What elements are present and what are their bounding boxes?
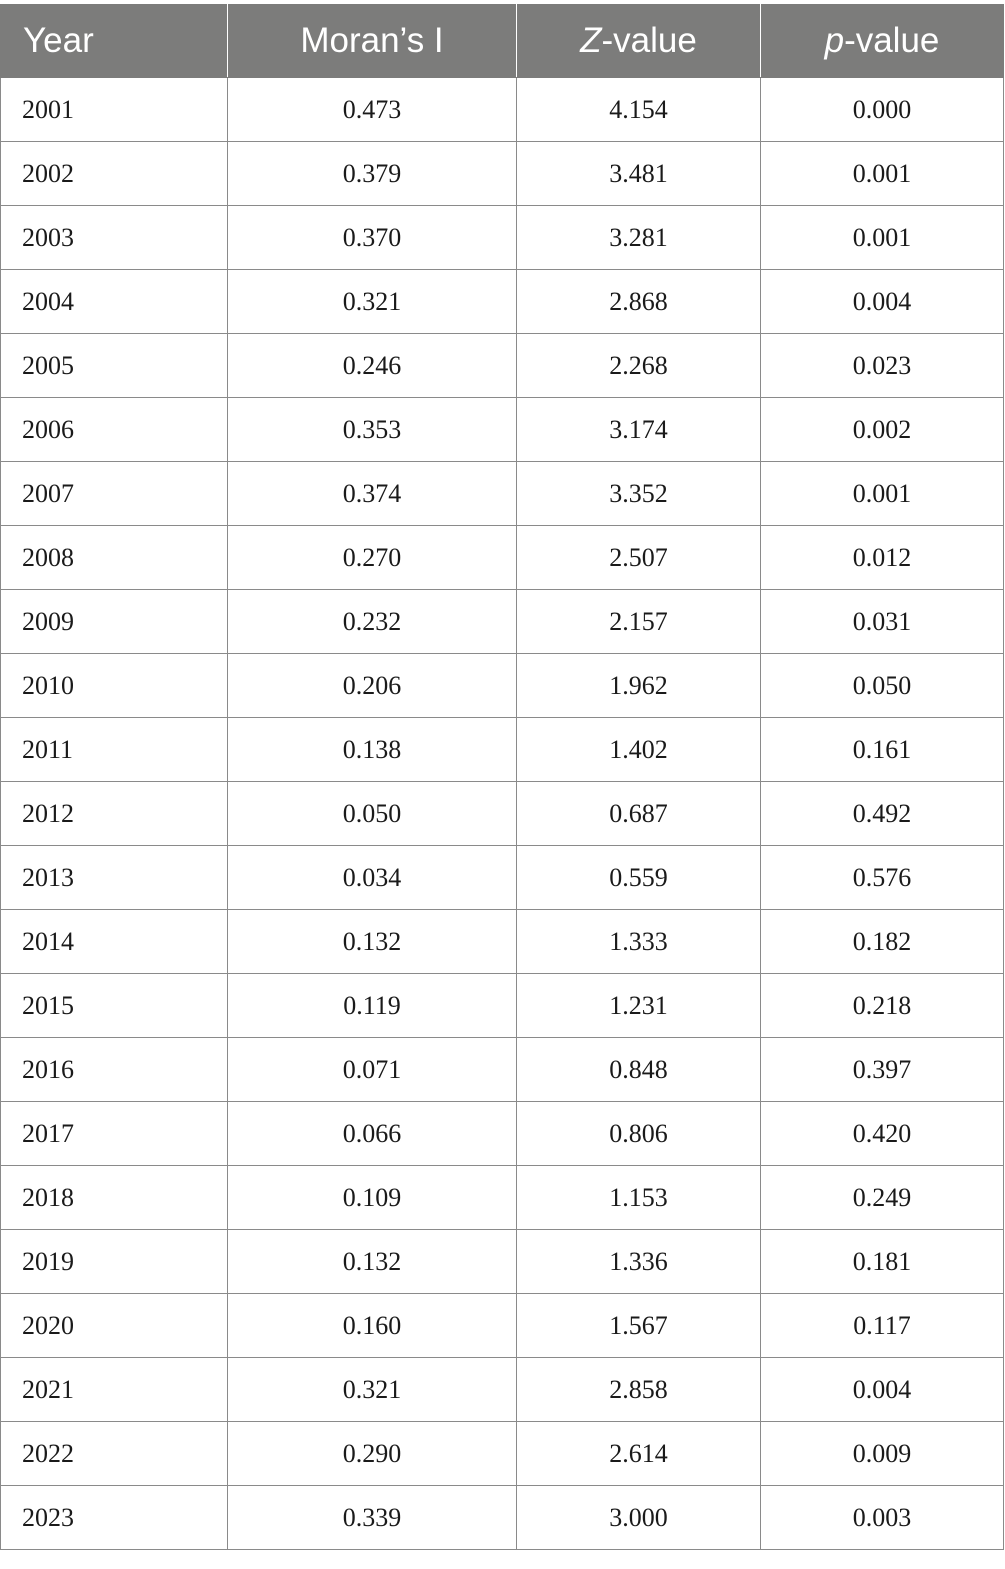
- cell-year: 2004: [1, 270, 228, 334]
- table-row: [1, 910, 1004, 974]
- cell-p-value: 0.001: [761, 142, 1004, 206]
- cell-p-value: 0.009: [761, 1422, 1004, 1486]
- cell-z-value: 3.281: [517, 206, 761, 270]
- cell-year: 2001: [1, 78, 228, 142]
- cell-p-value: 0.003: [761, 1486, 1004, 1550]
- cell-p-value: 0.420: [761, 1102, 1004, 1166]
- cell-z-value: 2.268: [517, 334, 761, 398]
- cell-z-value: 3.481: [517, 142, 761, 206]
- cell-p-value: 0.181: [761, 1230, 1004, 1294]
- cell-year: 2006: [1, 398, 228, 462]
- cell-year: 2005: [1, 334, 228, 398]
- cell-year: 2014: [1, 910, 228, 974]
- cell-p-value: 0.397: [761, 1038, 1004, 1102]
- table-row: [1, 270, 1004, 334]
- cell-z-value: 0.687: [517, 782, 761, 846]
- cell-p-value: 0.249: [761, 1166, 1004, 1230]
- cell-year: 2021: [1, 1358, 228, 1422]
- header-row: [1, 5, 1004, 78]
- cell-p-value: 0.031: [761, 590, 1004, 654]
- cell-p-value: 0.576: [761, 846, 1004, 910]
- morans-i-table: [0, 4, 1004, 1550]
- cell-morans-i: 0.232: [228, 590, 517, 654]
- cell-z-value: 2.858: [517, 1358, 761, 1422]
- cell-morans-i: 0.160: [228, 1294, 517, 1358]
- cell-z-value: 1.336: [517, 1230, 761, 1294]
- cell-z-value: 1.333: [517, 910, 761, 974]
- cell-morans-i: 0.339: [228, 1486, 517, 1550]
- cell-year: 2003: [1, 206, 228, 270]
- cell-year: 2023: [1, 1486, 228, 1550]
- cell-p-value: 0.218: [761, 974, 1004, 1038]
- cell-morans-i: 0.066: [228, 1102, 517, 1166]
- table-header: [1, 5, 1004, 78]
- cell-p-value: 0.012: [761, 526, 1004, 590]
- cell-year: 2019: [1, 1230, 228, 1294]
- cell-z-value: 1.153: [517, 1166, 761, 1230]
- table-row: [1, 526, 1004, 590]
- table-row: [1, 590, 1004, 654]
- header-z-suffix: -value: [601, 21, 697, 60]
- cell-p-value: 0.117: [761, 1294, 1004, 1358]
- table-row: [1, 206, 1004, 270]
- cell-morans-i: 0.374: [228, 462, 517, 526]
- table-row: [1, 782, 1004, 846]
- table-row: [1, 398, 1004, 462]
- cell-p-value: 0.002: [761, 398, 1004, 462]
- table-row: [1, 1038, 1004, 1102]
- cell-p-value: 0.000: [761, 78, 1004, 142]
- cell-morans-i: 0.290: [228, 1422, 517, 1486]
- table-row: [1, 1102, 1004, 1166]
- cell-year: 2013: [1, 846, 228, 910]
- cell-year: 2022: [1, 1422, 228, 1486]
- cell-morans-i: 0.109: [228, 1166, 517, 1230]
- cell-morans-i: 0.071: [228, 1038, 517, 1102]
- cell-z-value: 3.000: [517, 1486, 761, 1550]
- cell-z-value: 1.962: [517, 654, 761, 718]
- cell-morans-i: 0.246: [228, 334, 517, 398]
- cell-morans-i: 0.321: [228, 1358, 517, 1422]
- cell-p-value: 0.182: [761, 910, 1004, 974]
- table-row: [1, 1486, 1004, 1550]
- cell-year: 2012: [1, 782, 228, 846]
- cell-year: 2010: [1, 654, 228, 718]
- header-p-value: [761, 5, 1004, 78]
- cell-morans-i: 0.050: [228, 782, 517, 846]
- cell-p-value: 0.161: [761, 718, 1004, 782]
- cell-z-value: 0.559: [517, 846, 761, 910]
- cell-morans-i: 0.321: [228, 270, 517, 334]
- cell-z-value: 1.567: [517, 1294, 761, 1358]
- table-row: [1, 1294, 1004, 1358]
- table-row: [1, 1230, 1004, 1294]
- header-z-symbol: Z: [580, 21, 602, 60]
- cell-z-value: 3.352: [517, 462, 761, 526]
- cell-year: 2017: [1, 1102, 228, 1166]
- cell-morans-i: 0.270: [228, 526, 517, 590]
- table-row: [1, 142, 1004, 206]
- cell-morans-i: 0.132: [228, 1230, 517, 1294]
- cell-year: 2002: [1, 142, 228, 206]
- cell-p-value: 0.004: [761, 270, 1004, 334]
- cell-p-value: 0.050: [761, 654, 1004, 718]
- cell-year: 2020: [1, 1294, 228, 1358]
- cell-z-value: 0.848: [517, 1038, 761, 1102]
- cell-z-value: 1.231: [517, 974, 761, 1038]
- cell-morans-i: 0.206: [228, 654, 517, 718]
- cell-morans-i: 0.119: [228, 974, 517, 1038]
- table-row: [1, 462, 1004, 526]
- cell-morans-i: 0.370: [228, 206, 517, 270]
- cell-morans-i: 0.353: [228, 398, 517, 462]
- cell-p-value: 0.001: [761, 206, 1004, 270]
- cell-z-value: 2.157: [517, 590, 761, 654]
- header-year: Year: [1, 5, 228, 78]
- cell-z-value: 2.507: [517, 526, 761, 590]
- header-z-value: [517, 5, 761, 78]
- cell-year: 2007: [1, 462, 228, 526]
- table-row: [1, 1422, 1004, 1486]
- table-body: [1, 78, 1004, 1550]
- table-row: [1, 846, 1004, 910]
- cell-year: 2011: [1, 718, 228, 782]
- table-row: [1, 334, 1004, 398]
- cell-z-value: 1.402: [517, 718, 761, 782]
- cell-year: 2008: [1, 526, 228, 590]
- table-row: [1, 974, 1004, 1038]
- table-row: [1, 654, 1004, 718]
- table-row: [1, 1166, 1004, 1230]
- cell-z-value: 4.154: [517, 78, 761, 142]
- cell-z-value: 0.806: [517, 1102, 761, 1166]
- cell-morans-i: 0.138: [228, 718, 517, 782]
- cell-z-value: 2.614: [517, 1422, 761, 1486]
- cell-morans-i: 0.473: [228, 78, 517, 142]
- cell-year: 2016: [1, 1038, 228, 1102]
- cell-year: 2015: [1, 974, 228, 1038]
- table-row: [1, 718, 1004, 782]
- cell-p-value: 0.004: [761, 1358, 1004, 1422]
- cell-p-value: 0.492: [761, 782, 1004, 846]
- header-p-symbol: p: [824, 21, 845, 60]
- cell-year: 2018: [1, 1166, 228, 1230]
- cell-z-value: 2.868: [517, 270, 761, 334]
- cell-morans-i: 0.034: [228, 846, 517, 910]
- cell-year: 2009: [1, 590, 228, 654]
- table-row: [1, 1358, 1004, 1422]
- cell-morans-i: 0.379: [228, 142, 517, 206]
- header-p-suffix: -value: [844, 21, 940, 60]
- cell-z-value: 3.174: [517, 398, 761, 462]
- cell-p-value: 0.001: [761, 462, 1004, 526]
- cell-morans-i: 0.132: [228, 910, 517, 974]
- table-row: [1, 78, 1004, 142]
- header-morans-i: Moran’s I: [228, 5, 517, 78]
- cell-p-value: 0.023: [761, 334, 1004, 398]
